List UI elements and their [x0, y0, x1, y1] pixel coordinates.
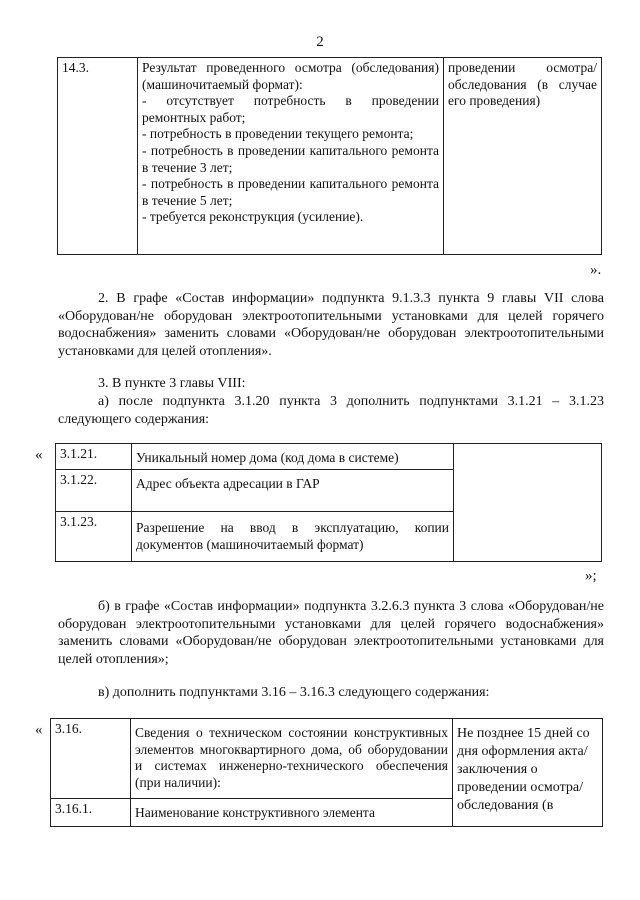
content-line: Результат проведенного осмотра (обследования) (машиночитаемый формат):	[142, 60, 439, 92]
closing-quote-2: »;	[585, 568, 597, 584]
row-number: 14.3.	[58, 58, 138, 255]
row-number: 3.1.21.	[56, 444, 132, 470]
table-3-1	[55, 443, 602, 562]
paragraph-3-title: 3. В пункте 3 главы VIII:	[98, 376, 246, 391]
content-line: - потребность в проведении текущего ремонта;	[142, 126, 414, 142]
paragraph-3b: б) в графе «Состав информации» подпункта 3.2.6.3 пункта 3 слова «Оборудован/не оборудован электроотопительными установками для целей горячего водоснабжения» заменить словами «Оборудован/не оборудован электроотопительными установками для целей отопления»;	[58, 599, 604, 667]
row-number: 3.16.1.	[51, 799, 131, 827]
row-content: Разрешение на ввод в эксплуатацию, копии документов (машиночитаемый формат)	[132, 512, 454, 562]
row-number: 3.16.	[51, 719, 131, 799]
row-deadline: Не позднее 15 дней со дня оформления акта/заключения о проведении осмотра/ обследования (в	[453, 719, 603, 827]
opening-quote-3: «	[35, 722, 43, 738]
content-line: - потребность в проведении капитального ремонта в течение 5 лет;	[142, 176, 439, 208]
table-14-3	[57, 57, 602, 255]
row-content: Наименование конструктивного элемента	[131, 799, 453, 827]
row-number: 3.1.22.	[56, 470, 132, 512]
row-content: Адрес объекта адресации в ГАР	[132, 470, 454, 512]
paragraph-3c: в) дополнить подпунктами 3.16 – 3.16.3 следующего содержания:	[98, 685, 490, 700]
content-line: - отсутствует потребность в проведении ремонтных работ;	[142, 93, 439, 125]
row-content: Уникальный номер дома (код дома в системе)	[132, 444, 454, 470]
paragraph-2: 2. В графе «Состав информации» подпункта 9.1.3.3 пункта 9 главы VII слова «Оборудован/не оборудован электроотопительными установками для целей горячего водоснабжения» заменить словами «Оборудован/не оборудован электроотопительными установками для целей отопления».	[58, 291, 604, 359]
table-3-16	[50, 718, 603, 827]
content-line: - требуется реконструкция (усиление).	[142, 209, 364, 225]
table-row	[58, 58, 602, 255]
page-number: 2	[316, 34, 324, 50]
row-deadline: проведении осмотра/обследования (в случае его проведения)	[444, 58, 602, 255]
table-row	[56, 444, 602, 470]
row-number: 3.1.23.	[56, 512, 132, 562]
content-line: - потребность в проведении капитального ремонта в течение 3 лет;	[142, 142, 439, 175]
closing-quote-1: ».	[590, 262, 602, 278]
opening-quote-2: «	[35, 447, 43, 463]
row-content: Сведения о техническом состоянии конструктивных элементов многоквартирного дома, об оборудовании и системах инженерно-технического обеспечения (при наличии):	[131, 719, 453, 799]
row-deadline	[454, 444, 602, 562]
row-content	[138, 58, 444, 255]
paragraph-3a: а) после подпункта 3.1.20 пункта 3 дополнить подпунктами 3.1.21 – 3.1.23 следующего содержания:	[58, 394, 604, 427]
table-row	[51, 719, 603, 799]
